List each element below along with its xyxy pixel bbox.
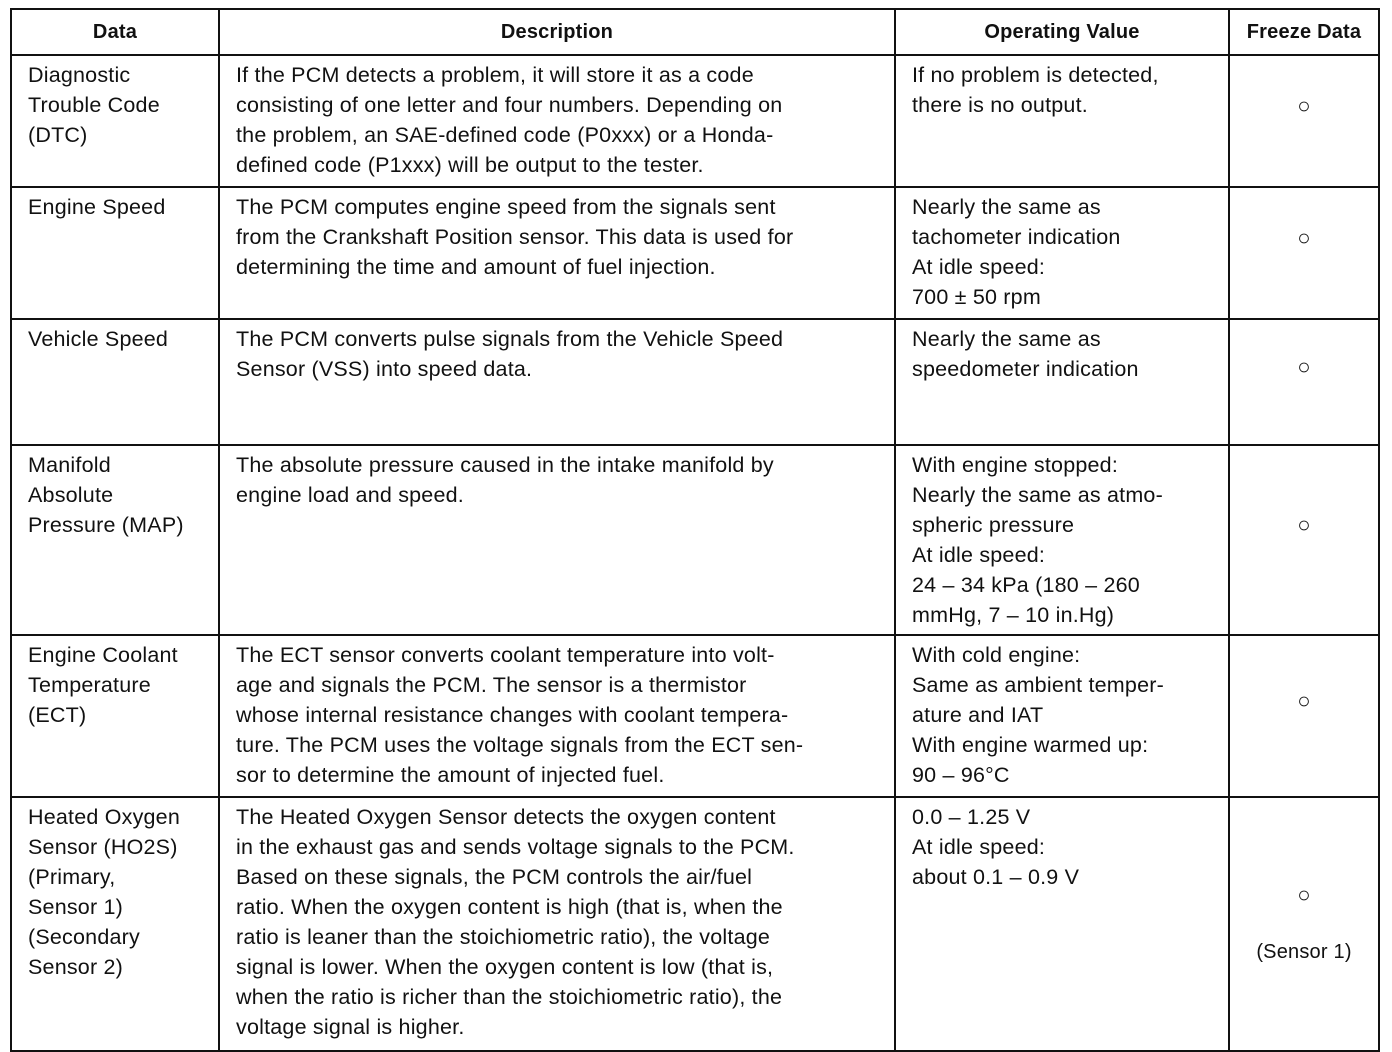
operating-value-cell: Nearly the same as tachometer indication At idle speed: 700 ± 50 rpm xyxy=(895,187,1229,319)
freeze-cell xyxy=(1229,445,1379,635)
table-row xyxy=(11,635,1379,797)
header-freeze-data: Freeze Data xyxy=(1229,9,1379,55)
table-row xyxy=(11,445,1379,635)
freeze-mark-icon: ○ xyxy=(1297,225,1311,250)
description-cell: If the PCM detects a problem, it will store it as a code consisting of one letter and four numbers. Depending on the problem, an SAE-defined code (P0xxx) or a Honda- defined code (P1xxx) will be output to the tester. xyxy=(219,55,895,187)
data-table xyxy=(10,8,1380,1052)
freeze-cell xyxy=(1229,319,1379,445)
header-description: Description xyxy=(219,9,895,55)
data-cell: Vehicle Speed xyxy=(11,319,219,445)
operating-value-cell: Nearly the same as speedometer indication xyxy=(895,319,1229,445)
description-cell: The ECT sensor converts coolant temperature into volt- age and signals the PCM. The sensor is a thermistor whose internal resistance changes with coolant tempera- ture. The PCM uses the voltage signals from the ECT sen- sor to determine the amount of injected fuel. xyxy=(219,635,895,797)
freeze-cell xyxy=(1229,797,1379,1051)
data-cell: Engine Speed xyxy=(11,187,219,319)
description-cell: The PCM converts pulse signals from the Vehicle Speed Sensor (VSS) into speed data. xyxy=(219,319,895,445)
header-row xyxy=(11,9,1379,55)
operating-value-cell: With engine stopped: Nearly the same as atmo- spheric pressure At idle speed: 24 – 34 kPa (180 – 260 mmHg, 7 – 10 in.Hg) xyxy=(895,445,1229,635)
header-data: Data xyxy=(11,9,219,55)
freeze-cell xyxy=(1229,55,1379,187)
header-operating-value: Operating Value xyxy=(895,9,1229,55)
table-row xyxy=(11,187,1379,319)
operating-value-cell: 0.0 – 1.25 V At idle speed: about 0.1 – 0.9 V xyxy=(895,797,1229,1051)
data-cell: Diagnostic Trouble Code (DTC) xyxy=(11,55,219,187)
freeze-mark-icon: ○ xyxy=(1297,354,1311,379)
freeze-mark-icon: ○ xyxy=(1297,93,1311,118)
data-cell: Manifold Absolute Pressure (MAP) xyxy=(11,445,219,635)
freeze-mark-icon: ○ xyxy=(1297,512,1311,537)
freeze-cell xyxy=(1229,187,1379,319)
table-row xyxy=(11,797,1379,1051)
freeze-note: (Sensor 1) xyxy=(1256,941,1352,963)
description-cell: The PCM computes engine speed from the signals sent from the Crankshaft Position sensor. This data is used for determining the time and amount of fuel injection. xyxy=(219,187,895,319)
operating-value-cell: With cold engine: Same as ambient temper- ature and IAT With engine warmed up: 90 – 96°C xyxy=(895,635,1229,797)
data-cell: Engine Coolant Temperature (ECT) xyxy=(11,635,219,797)
freeze-mark-icon: ○ xyxy=(1297,882,1311,907)
table-row xyxy=(11,319,1379,445)
operating-value-cell: If no problem is detected, there is no output. xyxy=(895,55,1229,187)
freeze-cell xyxy=(1229,635,1379,797)
table-row xyxy=(11,55,1379,187)
description-cell: The Heated Oxygen Sensor detects the oxygen content in the exhaust gas and sends voltage signals to the PCM. Based on these signals, the PCM controls the air/fuel ratio. When the oxygen content is high (that is, when the ratio is leaner than the stoichiometric ratio), the voltage signal is lower. When the oxygen content is low (that is, when the ratio is richer than the stoichiometric ratio), the voltage signal is higher. xyxy=(219,797,895,1051)
freeze-mark-icon: ○ xyxy=(1297,688,1311,713)
description-cell: The absolute pressure caused in the intake manifold by engine load and speed. xyxy=(219,445,895,635)
data-cell: Heated Oxygen Sensor (HO2S) (Primary, Sensor 1) (Secondary Sensor 2) xyxy=(11,797,219,1051)
